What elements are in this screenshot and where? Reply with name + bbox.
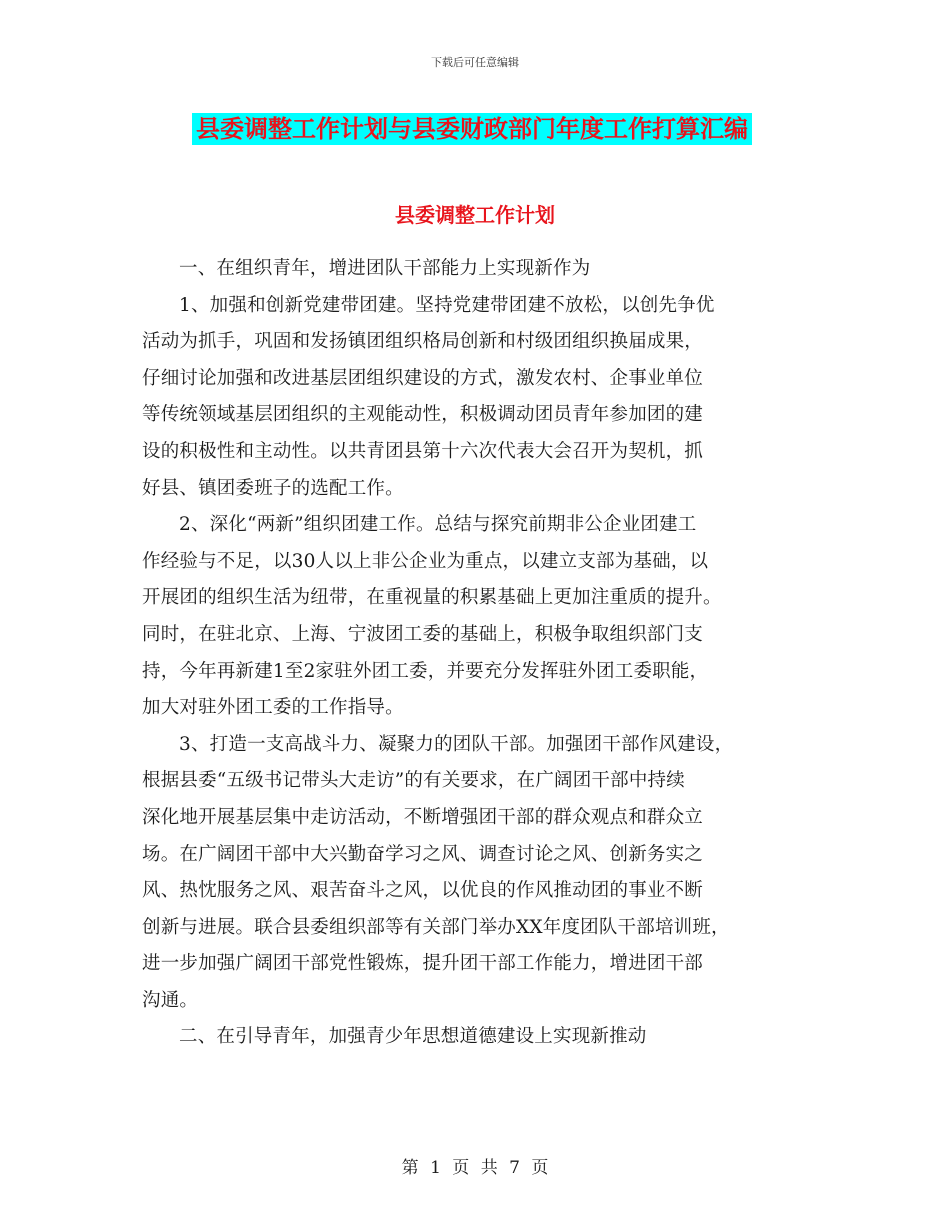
paragraph-line: 风、热忱服务之风、艰苦奋斗之风，以优良的作风推动团的事业不断 (142, 880, 704, 902)
paragraph (142, 727, 812, 1020)
paragraph-line: 1、加强和创新党建带团建。坚持党建带团建不放松，以创先争优 (179, 294, 715, 316)
paragraph-line: 开展团的组织生活为纽带，在重视量的积累基础上更加注重质的提升。 (142, 587, 722, 609)
paragraph-line: 根据县委“五级书记带头大走访”的有关要求，在广阔团干部中持续 (142, 770, 685, 792)
paragraph-line: 作经验与不足，以30人以上非公企业为重点，以建立支部为基础，以 (142, 550, 709, 572)
paragraph-line: 2、深化“两新”组织团建工作。总结与探究前期非公企业团建工 (179, 514, 697, 536)
paragraph-line: 好县、镇团委班子的选配工作。 (142, 477, 404, 499)
paragraph (142, 1019, 812, 1056)
paragraph-line: 深化地开展基层集中走访活动，不断增强团干部的群众观点和群众立 (142, 806, 704, 828)
paragraph-line: 加大对驻外团工委的工作指导。 (142, 697, 404, 719)
paragraph-line: 活动为抓手，巩固和发扬镇团组织格局创新和村级团组织换届成果， (142, 331, 704, 353)
paragraph-line: 3、打造一支高战斗力、凝聚力的团队干部。加强团干部作风建设， (179, 733, 734, 755)
paragraph-line: 同时，在驻北京、上海、宁波团工委的基础上，积极争取组织部门支 (142, 623, 704, 645)
paragraph-line: 沟通。 (142, 989, 199, 1011)
paragraph-line: 设的积极性和主动性。以共青团县第十六次代表大会召开为契机，抓 (142, 440, 704, 462)
paragraph (142, 288, 812, 508)
paragraph-line: 二、在引导青年，加强青少年思想道德建设上实现新推动 (179, 1026, 647, 1048)
paragraph-line: 等传统领域基层团组织的主观能动性，积极调动团员青年参加团的建 (142, 404, 704, 426)
main-title: 县委调整工作计划与县委财政部门年度工作打算汇编 (192, 113, 752, 145)
page-footer: 第 1 页 共 7 页 (401, 1158, 549, 1178)
paragraph-line: 一、在组织青年，增进团队干部能力上实现新作为 (179, 258, 591, 279)
paragraph (142, 507, 812, 727)
paragraph (142, 251, 812, 288)
document-body (142, 251, 812, 1056)
paragraph-line: 创新与进展。联合县委组织部等有关部门举办XX年度团队干部培训班， (142, 916, 730, 938)
paragraph-line: 进一步加强广阔团干部党性锻炼，提升团干部工作能力，增进团干部 (142, 953, 704, 975)
section-title: 县委调整工作计划 (395, 203, 555, 227)
paragraph-line: 仔细讨论加强和改进基层团组织建设的方式，激发农村、企事业单位 (142, 367, 704, 389)
paragraph-line: 持，今年再新建1至2家驻外团工委，并要充分发挥驻外团工委职能， (142, 660, 709, 682)
paragraph-line: 场。在广阔团干部中大兴勤奋学习之风、调查讨论之风、创新务实之 (142, 843, 704, 865)
header-note: 下载后可任意编辑 (431, 56, 519, 69)
